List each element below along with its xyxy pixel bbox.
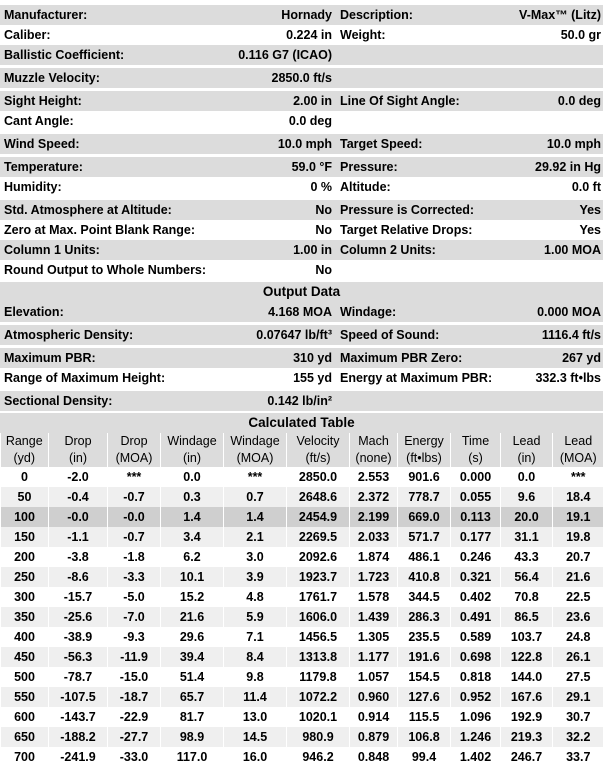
table-row [1,667,603,687]
table-cell: 20.0 [501,507,553,527]
input-row-zero-pbr [0,220,603,240]
label: Pressure: [340,160,398,174]
table-cell: 21.6 [553,567,603,587]
value: 2850.0 ft/s [271,71,332,85]
calculated-table-heading: Calculated Table [0,413,603,433]
table-cell: 50 [1,487,49,507]
table-cell: 0.321 [451,567,501,587]
table-cell: 0.0 [161,467,224,487]
table-cell: 400 [1,627,49,647]
table-cell: 1923.7 [287,567,350,587]
label: Maximum PBR Zero: [340,351,463,365]
value: 0.224 in [286,28,332,42]
table-cell: 122.8 [501,647,553,667]
table-cell: 99.4 [398,747,451,767]
table-cell: 1313.8 [287,647,350,667]
table-cell: -33.0 [108,747,161,767]
table-cell: 70.8 [501,587,553,607]
table-cell: 450 [1,647,49,667]
table-row [1,467,603,487]
value: 0.0 deg [557,94,601,108]
table-row [1,647,603,667]
table-cell: -1.1 [49,527,108,547]
column-header: Mach [350,433,398,450]
table-cell: 15.2 [161,587,224,607]
table-cell: -0.7 [108,487,161,507]
table-cell: 1.874 [350,547,398,567]
input-row-column-units [0,240,603,260]
value: 29.92 in Hg [535,160,601,174]
input-row-round-output [0,260,603,280]
value: No [315,203,332,217]
table-cell: 778.7 [398,487,451,507]
label: Altitude: [340,180,391,194]
table-cell: 0.589 [451,627,501,647]
table-cell: 0.0 [501,467,553,487]
table-cell: -15.0 [108,667,161,687]
label: Range of Maximum Height: [4,371,166,385]
table-cell: 56.4 [501,567,553,587]
value: 0.000 MOA [537,305,601,319]
label: Wind Speed: [4,137,80,151]
table-cell: 0.818 [451,667,501,687]
input-row-std-atmosphere [0,200,603,220]
input-row-sight-height [0,91,603,111]
table-cell: 0 [1,467,49,487]
table-header-row [1,433,603,450]
table-cell: 1.305 [350,627,398,647]
table-cell: -107.5 [49,687,108,707]
label: Maximum PBR: [4,351,96,365]
table-cell: -2.0 [49,467,108,487]
table-cell: 0.3 [161,487,224,507]
table-cell: -143.7 [49,707,108,727]
table-cell: 1.439 [350,607,398,627]
label: Description: [340,8,413,22]
table-cell: *** [553,467,603,487]
table-cell: 7.1 [224,627,287,647]
column-header: Windage [161,433,224,450]
label: Speed of Sound: [340,328,440,342]
column-header: Lead [553,433,603,450]
label: Column 1 Units: [4,243,100,257]
table-cell: 0.246 [451,547,501,567]
table-cell: -1.8 [108,547,161,567]
table-cell: 410.8 [398,567,451,587]
table-cell: -0.4 [49,487,108,507]
table-cell: 1.4 [161,507,224,527]
table-cell: 0.7 [224,487,287,507]
input-row-cant-angle [0,111,603,131]
label: Manufacturer: [4,8,88,22]
output-row-sectional-density [0,391,603,411]
column-unit: (MOA) [224,450,287,467]
table-cell: 344.5 [398,587,451,607]
input-row-humidity [0,177,603,197]
table-cell: 21.6 [161,607,224,627]
value: 2.00 in [293,94,332,108]
column-header: Drop [49,433,108,450]
table-cell: 300 [1,587,49,607]
value: Yes [579,203,601,217]
table-cell: 29.1 [553,687,603,707]
table-cell: 0.960 [350,687,398,707]
table-cell: 32.2 [553,727,603,747]
value: 59.0 °F [291,160,332,174]
table-cell: -22.9 [108,707,161,727]
table-cell: 144.0 [501,667,553,687]
column-unit: (MOA) [108,450,161,467]
table-cell: 1606.0 [287,607,350,627]
label: Weight: [340,28,386,42]
output-row-max-pbr [0,348,603,368]
input-row-manufacturer [0,5,603,25]
label: Temperature: [4,160,83,174]
table-cell: 1456.5 [287,627,350,647]
column-unit: (s) [451,450,501,467]
column-header: Velocity [287,433,350,450]
output-row-elevation [0,302,603,322]
table-cell: 115.5 [398,707,451,727]
table-body [1,467,603,767]
table-cell: 19.1 [553,507,603,527]
table-cell: 51.4 [161,667,224,687]
table-cell: 154.5 [398,667,451,687]
column-header: Lead [501,433,553,450]
table-cell: 81.7 [161,707,224,727]
table-cell: 2.372 [350,487,398,507]
table-cell: 192.9 [501,707,553,727]
table-cell: 26.1 [553,647,603,667]
table-row [1,507,603,527]
output-data-heading: Output Data [0,282,603,302]
table-cell: 22.5 [553,587,603,607]
value: 0.142 lb/in² [267,394,332,408]
table-cell: 191.6 [398,647,451,667]
value: 4.168 MOA [268,305,332,319]
table-cell: 600 [1,707,49,727]
table-cell: 2269.5 [287,527,350,547]
table-cell: -9.3 [108,627,161,647]
table-cell: 286.3 [398,607,451,627]
table-cell: 946.2 [287,747,350,767]
table-cell: 1179.8 [287,667,350,687]
table-cell: 11.4 [224,687,287,707]
table-cell: 250 [1,567,49,587]
table-cell: 2.199 [350,507,398,527]
value: 0.0 ft [571,180,601,194]
table-cell: 150 [1,527,49,547]
column-header: Range [1,433,49,450]
label: Pressure is Corrected: [340,203,475,217]
column-unit: (MOA) [553,450,603,467]
table-cell: 127.6 [398,687,451,707]
table-cell: -7.0 [108,607,161,627]
table-cell: 23.6 [553,607,603,627]
table-cell: -3.3 [108,567,161,587]
table-cell: 86.5 [501,607,553,627]
table-cell: 106.8 [398,727,451,747]
label: Humidity: [4,180,62,194]
table-cell: -25.6 [49,607,108,627]
table-cell: 0.402 [451,587,501,607]
table-cell: 13.0 [224,707,287,727]
table-cell: 24.8 [553,627,603,647]
table-cell: 10.1 [161,567,224,587]
column-unit: (in) [501,450,553,467]
column-unit: (yd) [1,450,49,467]
output-row-max-height [0,368,603,388]
table-row [1,627,603,647]
label: Cant Angle: [4,114,74,128]
table-cell: 16.0 [224,747,287,767]
table-cell: *** [224,467,287,487]
label: Line Of Sight Angle: [340,94,460,108]
table-cell: 0.177 [451,527,501,547]
table-cell: 2454.9 [287,507,350,527]
input-row-caliber [0,25,603,45]
table-cell: -5.0 [108,587,161,607]
table-cell: 2.1 [224,527,287,547]
table-cell: 2.553 [350,467,398,487]
column-header: Time [451,433,501,450]
table-cell: 30.7 [553,707,603,727]
table-cell: 550 [1,687,49,707]
input-row-wind-speed [0,134,603,154]
table-cell: 1.096 [451,707,501,727]
label: Ballistic Coefficient: [4,48,125,62]
table-cell: 1.402 [451,747,501,767]
table-row [1,527,603,547]
table-cell: 1.723 [350,567,398,587]
label: Sight Height: [4,94,82,108]
table-row [1,567,603,587]
value: 1116.4 ft/s [541,328,601,342]
value: 50.0 gr [560,28,601,42]
table-row [1,707,603,727]
value: 0.0 deg [288,114,332,128]
table-cell: -27.7 [108,727,161,747]
table-cell: -8.6 [49,567,108,587]
value: 10.0 mph [546,137,601,151]
table-cell: 9.8 [224,667,287,687]
table-cell: -38.9 [49,627,108,647]
calculated-table [0,433,603,767]
table-row [1,687,603,707]
table-cell: 235.5 [398,627,451,647]
table-cell: 27.5 [553,667,603,687]
table-cell: 0.848 [350,747,398,767]
label: Target Speed: [340,137,423,151]
table-cell: 167.6 [501,687,553,707]
table-cell: 14.5 [224,727,287,747]
table-cell: -0.0 [108,507,161,527]
table-row [1,547,603,567]
table-cell: 1020.1 [287,707,350,727]
output-row-density [0,325,603,345]
table-cell: 1.177 [350,647,398,667]
table-row [1,727,603,747]
table-cell: 39.4 [161,647,224,667]
table-cell: 0.879 [350,727,398,747]
column-header: Energy [398,433,451,450]
value: 0.116 G7 (ICAO) [238,48,332,62]
label: Std. Atmosphere at Altitude: [4,203,172,217]
table-row [1,747,603,767]
table-cell: -18.7 [108,687,161,707]
table-cell: 571.7 [398,527,451,547]
value: 155 yd [293,371,332,385]
table-cell: 0.698 [451,647,501,667]
table-cell: 1.246 [451,727,501,747]
value: 1.00 MOA [544,243,601,257]
table-cell: 2648.6 [287,487,350,507]
label: Round Output to Whole Numbers: [4,263,207,277]
table-cell: 100 [1,507,49,527]
table-cell: 219.3 [501,727,553,747]
table-cell: -0.0 [49,507,108,527]
table-cell: -56.3 [49,647,108,667]
label: Elevation: [4,305,64,319]
table-cell: 3.0 [224,547,287,567]
label: Atmospheric Density: [4,328,134,342]
value: Yes [579,223,601,237]
label: Caliber: [4,28,51,42]
table-cell: 20.7 [553,547,603,567]
table-cell: 103.7 [501,627,553,647]
column-unit: (none) [350,450,398,467]
value: 10.0 mph [277,137,332,151]
table-cell: 9.6 [501,487,553,507]
table-cell: 1.4 [224,507,287,527]
table-cell: 350 [1,607,49,627]
table-cell: 4.8 [224,587,287,607]
table-cell: -188.2 [49,727,108,747]
value: No [315,263,332,277]
label: Sectional Density: [4,394,113,408]
table-cell: 31.1 [501,527,553,547]
table-cell: 200 [1,547,49,567]
table-cell: 500 [1,667,49,687]
table-cell: 65.7 [161,687,224,707]
column-unit: (in) [161,450,224,467]
table-cell: -15.7 [49,587,108,607]
value: V-Max™ (Litz) [519,8,601,22]
label: Target Relative Drops: [340,223,473,237]
table-cell: 0.113 [451,507,501,527]
value: 1.00 in [293,243,332,257]
table-cell: 2.033 [350,527,398,547]
column-unit: (ft•lbs) [398,450,451,467]
table-row [1,487,603,507]
input-row-bc [0,45,603,65]
table-cell: 0.055 [451,487,501,507]
table-cell: -3.8 [49,547,108,567]
column-unit: (in) [49,450,108,467]
table-cell: 669.0 [398,507,451,527]
table-cell: 1.578 [350,587,398,607]
table-cell: 0.952 [451,687,501,707]
value: 310 yd [293,351,332,365]
value: 0.07647 lb/ft³ [256,328,332,342]
table-cell: 29.6 [161,627,224,647]
table-cell: 980.9 [287,727,350,747]
table-cell: -11.9 [108,647,161,667]
table-row [1,607,603,627]
table-cell: 700 [1,747,49,767]
table-cell: 1072.2 [287,687,350,707]
value: 0 % [310,180,332,194]
table-cell: 3.9 [224,567,287,587]
table-cell: 650 [1,727,49,747]
table-cell: 6.2 [161,547,224,567]
table-cell: 43.3 [501,547,553,567]
table-cell: 0.491 [451,607,501,627]
table-cell: 1761.7 [287,587,350,607]
table-cell: -241.9 [49,747,108,767]
value: 332.3 ft•lbs [535,371,601,385]
input-row-temperature [0,157,603,177]
label: Energy at Maximum PBR: [340,371,493,385]
value: 267 yd [562,351,601,365]
value: No [315,223,332,237]
value: Hornady [281,8,332,22]
table-cell: 8.4 [224,647,287,667]
label: Column 2 Units: [340,243,436,257]
table-cell: 3.4 [161,527,224,547]
column-header: Drop [108,433,161,450]
table-units-row [1,450,603,467]
table-cell: 98.9 [161,727,224,747]
table-cell: 19.8 [553,527,603,547]
label: Zero at Max. Point Blank Range: [4,223,196,237]
column-unit: (ft/s) [287,450,350,467]
table-cell: 18.4 [553,487,603,507]
table-cell: 2092.6 [287,547,350,567]
table-row [1,587,603,607]
table-cell: *** [108,467,161,487]
table-cell: 0.000 [451,467,501,487]
column-header: Windage [224,433,287,450]
table-cell: -0.7 [108,527,161,547]
table-cell: 901.6 [398,467,451,487]
table-cell: 33.7 [553,747,603,767]
label: Muzzle Velocity: [4,71,100,85]
table-cell: 1.057 [350,667,398,687]
input-row-muzzle-velocity [0,68,603,88]
table-cell: -78.7 [49,667,108,687]
table-cell: 486.1 [398,547,451,567]
table-cell: 246.7 [501,747,553,767]
label: Windage: [340,305,397,319]
table-cell: 117.0 [161,747,224,767]
table-cell: 2850.0 [287,467,350,487]
table-cell: 0.914 [350,707,398,727]
table-cell: 5.9 [224,607,287,627]
